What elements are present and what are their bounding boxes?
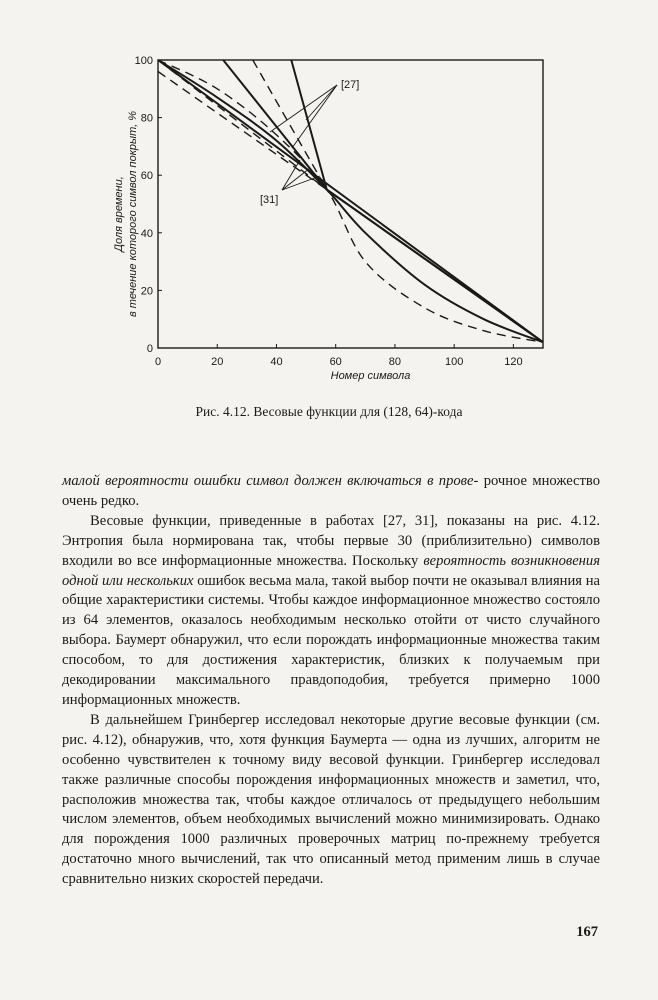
x-tick-label: 80 (388, 356, 402, 368)
x-tick-label: 0 (154, 356, 162, 368)
annotation-27-leader (292, 85, 337, 148)
paragraph-1 (62, 472, 600, 512)
series-solid-linear (158, 60, 543, 342)
paragraph-2-part2: ошибок весьма мала, такой выбор почти не оказывал влияния на общие характеристики системы. Чтобы каждое информационное множество состояло из 64 элементов, оказалось необходимым несколько отойти от чисто случайного выбора. Баумерт обнаружил, что если порождать информационные множества таким способом, то для достижения характеристик, близких к получаемым при декодировании максимального правдоподобия, требуется примерно 1000 информационных множеств. (62, 572, 600, 708)
series-solid-steep-2 (291, 60, 543, 342)
y-axis-label-line2: в течение которого символ покрыт, % (127, 110, 139, 318)
x-tick-label: 60 (329, 356, 342, 368)
body-text (62, 472, 600, 890)
series-dashed-2 (253, 60, 543, 342)
weight-function-chart (0, 0, 658, 400)
annotation-27-leader (270, 85, 337, 132)
paragraph-2 (62, 512, 600, 711)
paragraph-2-part1: Весовые функции, приведенные в работах [27, 31], показаны на рис. 4.12. Энтропия была нормирована так, чтобы первые 30 (приблизительно) символов входили во все информационные множества. Поскольку (62, 512, 600, 569)
annotation-31: [31] (260, 194, 279, 206)
annotation-31-leader (282, 160, 300, 190)
paragraph-1-italic: малой вероятности ошибки символ должен включаться в прове- (62, 473, 479, 489)
figure (0, 0, 658, 400)
x-tick-label: 40 (270, 356, 283, 368)
x-tick-label: 20 (211, 356, 224, 368)
paragraph-3: В дальнейшем Гринбергер исследовал некоторые другие весовые функции (см. рис. 4.12), обнаружив, что, хотя функция Баумерта — одна из лучших, алгоритм не особенно чувствителен к точному виду весовой функции. Гринбергер исследовал также различные способы порождения информационных множеств и заметил, что, расположив множества так, чтобы каждое отличалось от предыдущего небольшим числом элементов, объем необходимых вычислений можно минимизировать. Однако для порождения 1000 различных проверочных матриц по-прежнему требуется достаточно много вычислений, так что описанный метод применим лишь в случае сравнительно низких скоростей передачи. (62, 711, 600, 888)
annotation-27: [27] (341, 79, 360, 91)
y-tick-label: 60 (140, 170, 153, 183)
annotation-31-leader (282, 176, 320, 190)
annotation-31-leader (282, 168, 310, 190)
x-axis-label: Номер символа (330, 370, 411, 382)
paragraph-1-normal: рочное множество очень редко. (62, 473, 600, 509)
y-axis-label-line1: Доля времени, (113, 176, 125, 252)
x-tick-label: 100 (444, 356, 464, 368)
y-tick-label: 0 (146, 343, 153, 355)
figure-caption: Рис. 4.12. Весовые функции для (128, 64)-кода (195, 404, 463, 419)
paragraph-2-italic: вероятность возникновения одной или нескольких (62, 552, 601, 589)
page-number: 167 (576, 924, 598, 940)
y-tick-label: 20 (140, 285, 153, 298)
x-tick-label: 120 (504, 356, 523, 368)
annotation-27-leader (306, 85, 337, 120)
y-tick-label: 100 (134, 55, 153, 67)
y-tick-label: 40 (140, 227, 153, 240)
y-tick-label: 80 (140, 112, 153, 125)
